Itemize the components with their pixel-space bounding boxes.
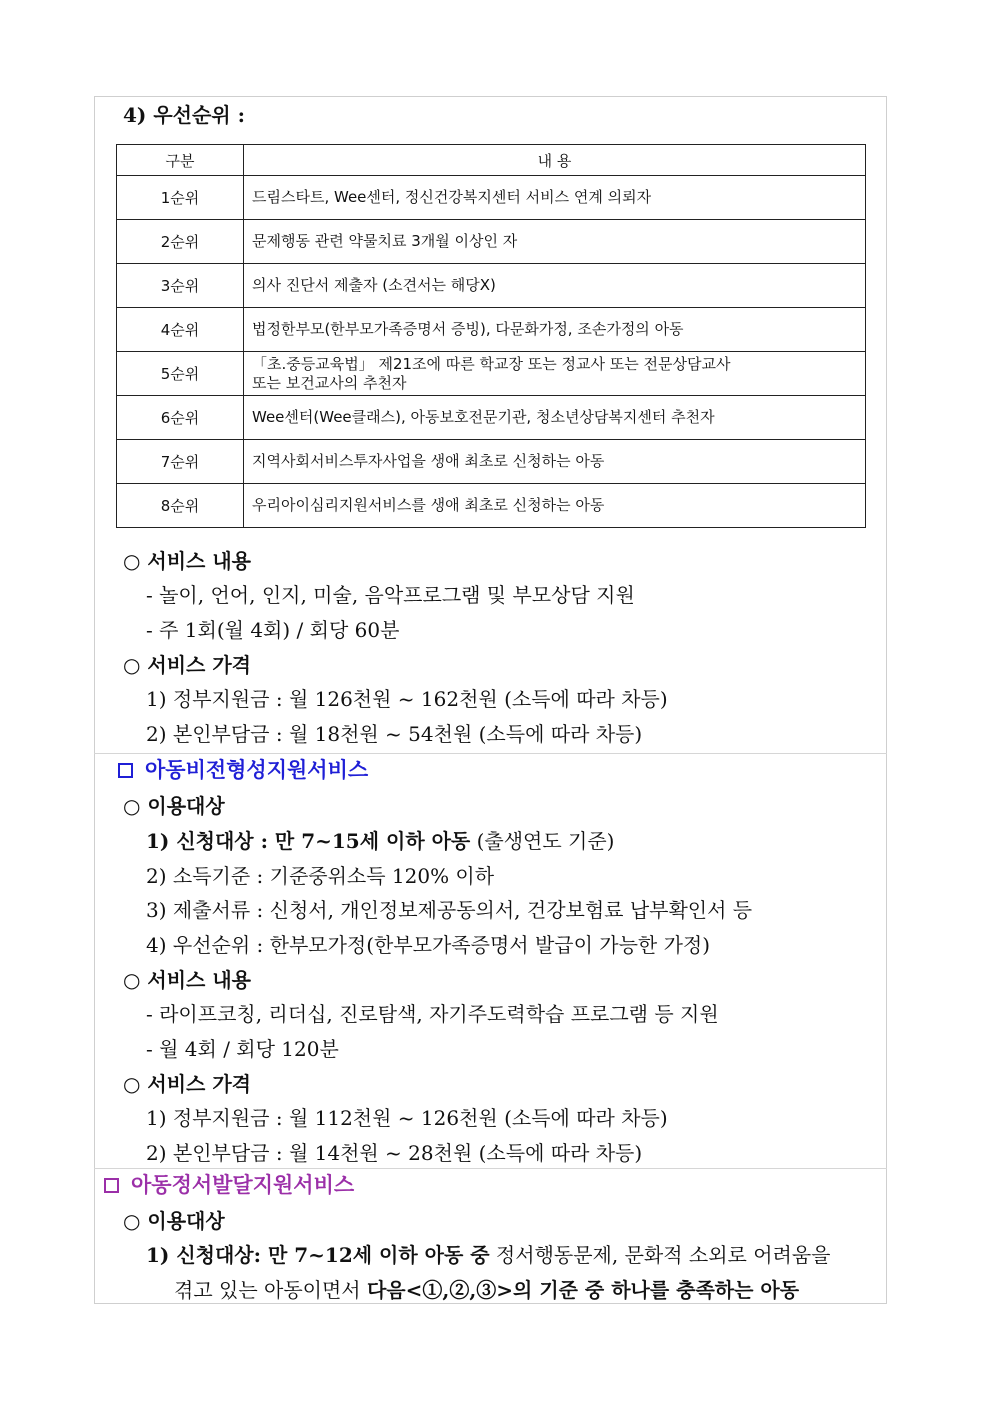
target-item-rest: 겪고 있는 아동이면서 xyxy=(174,1278,367,1302)
table-row xyxy=(117,264,866,308)
target-item-rest: 정서행동문제, 문화적 소외로 어려움을 xyxy=(489,1243,831,1267)
rank-cell: 1순위 xyxy=(117,176,244,220)
service-price-line: 2) 본인부담금 : 월 14천원 ~ 28천원 (소득에 따라 차등) xyxy=(146,1141,643,1165)
target-item: 3) 제출서류 : 신청서, 개인정보제공동의서, 건강보험료 납부확인서 등 xyxy=(146,898,753,922)
service-content-line: - 주 1회(월 4회) / 회당 60분 xyxy=(146,618,400,642)
priority-table xyxy=(116,144,866,528)
checkbox-square-icon xyxy=(118,763,133,778)
section-divider xyxy=(94,753,887,754)
service-content-line: - 라이프코칭, 리더십, 진로탐색, 자기주도력학습 프로그램 등 지원 xyxy=(146,1002,719,1026)
rank-cell: 7순위 xyxy=(117,440,244,484)
content-cell: Wee센터(Wee클래스), 아동보호전문기관, 청소년상담복지센터 추천자 xyxy=(244,396,866,440)
table-header-row xyxy=(117,145,866,176)
content-cell: 드림스타트, Wee센터, 정신건강복지센터 서비스 연계 의뢰자 xyxy=(244,176,866,220)
service-content-line: - 월 4회 / 회당 120분 xyxy=(146,1037,339,1061)
target-item-continued xyxy=(174,1276,799,1304)
target-item-bold: 1) 신청대상: 만 7~12세 이하 아동 중 xyxy=(146,1243,490,1267)
target-item: 4) 우선순위 : 한부모가정(한부모가족증명서 발급이 가능한 가정) xyxy=(146,933,711,957)
rank-cell: 8순위 xyxy=(117,484,244,528)
table-row xyxy=(117,484,866,528)
service-content-line: - 놀이, 언어, 인지, 미술, 음악프로그램 및 부모상담 지원 xyxy=(146,583,635,607)
target-item-bold: 다음<①,②,③>의 기준 중 하나를 충족하는 아동 xyxy=(366,1278,800,1302)
section-title-text: 아동정서발달지원서비스 xyxy=(131,1173,355,1197)
content-cell: 법정한부모(한부모가족증명서 증빙), 다문화가정, 조손가정의 아동 xyxy=(244,308,866,352)
table-row xyxy=(117,352,866,396)
section-title-vision xyxy=(118,756,368,784)
rank-cell: 4순위 xyxy=(117,308,244,352)
table-header-category: 구분 xyxy=(117,145,244,176)
content-cell: 의사 진단서 제출자 (소견서는 해당X) xyxy=(244,264,866,308)
rank-cell: 2순위 xyxy=(117,220,244,264)
table-row xyxy=(117,396,866,440)
service-price-heading: ○ 서비스 가격 xyxy=(123,653,251,677)
section-divider xyxy=(94,1168,887,1169)
target-heading: ○ 이용대상 xyxy=(123,1209,225,1233)
target-item xyxy=(146,827,615,855)
service-price-heading: ○ 서비스 가격 xyxy=(123,1072,251,1096)
table-row xyxy=(117,308,866,352)
target-item-rest: (출생연도 기준) xyxy=(470,829,615,853)
content-cell: 지역사회서비스투자사업을 생애 최초로 신청하는 아동 xyxy=(244,440,866,484)
service-price-line: 1) 정부지원금 : 월 126천원 ~ 162천원 (소득에 따라 차등) xyxy=(146,687,668,711)
table-row xyxy=(117,176,866,220)
rank-cell: 5순위 xyxy=(117,352,244,396)
priority-heading: 4) 우선순위 : xyxy=(123,103,245,127)
section-title-text: 아동비전형성지원서비스 xyxy=(145,758,369,782)
table-row xyxy=(117,440,866,484)
rank-cell: 3순위 xyxy=(117,264,244,308)
service-price-line: 2) 본인부담금 : 월 18천원 ~ 54천원 (소득에 따라 차등) xyxy=(146,722,643,746)
target-item: 2) 소득기준 : 기준중위소득 120% 이하 xyxy=(146,864,495,888)
service-price-line: 1) 정부지원금 : 월 112천원 ~ 126천원 (소득에 따라 차등) xyxy=(146,1106,668,1130)
content-cell: 우리아이심리지원서비스를 생애 최초로 신청하는 아동 xyxy=(244,484,866,528)
service-content-heading: ○ 서비스 내용 xyxy=(123,968,251,992)
table-row xyxy=(117,220,866,264)
service-content-heading: ○ 서비스 내용 xyxy=(123,549,251,573)
content-cell: 「초.중등교육법」 제21조에 따른 학교장 또는 정교사 또는 전문상담교사 또는 보건교사의 추천자 xyxy=(244,352,866,396)
rank-cell: 6순위 xyxy=(117,396,244,440)
target-heading: ○ 이용대상 xyxy=(123,794,225,818)
content-cell: 문제행동 관련 약물치료 3개월 이상인 자 xyxy=(244,220,866,264)
checkbox-square-icon xyxy=(104,1178,119,1193)
section-title-emotion xyxy=(104,1171,354,1199)
target-item-bold: 1) 신청대상 : 만 7~15세 이하 아동 xyxy=(146,829,471,853)
table-header-content: 내 용 xyxy=(244,145,866,176)
target-item xyxy=(146,1241,831,1269)
